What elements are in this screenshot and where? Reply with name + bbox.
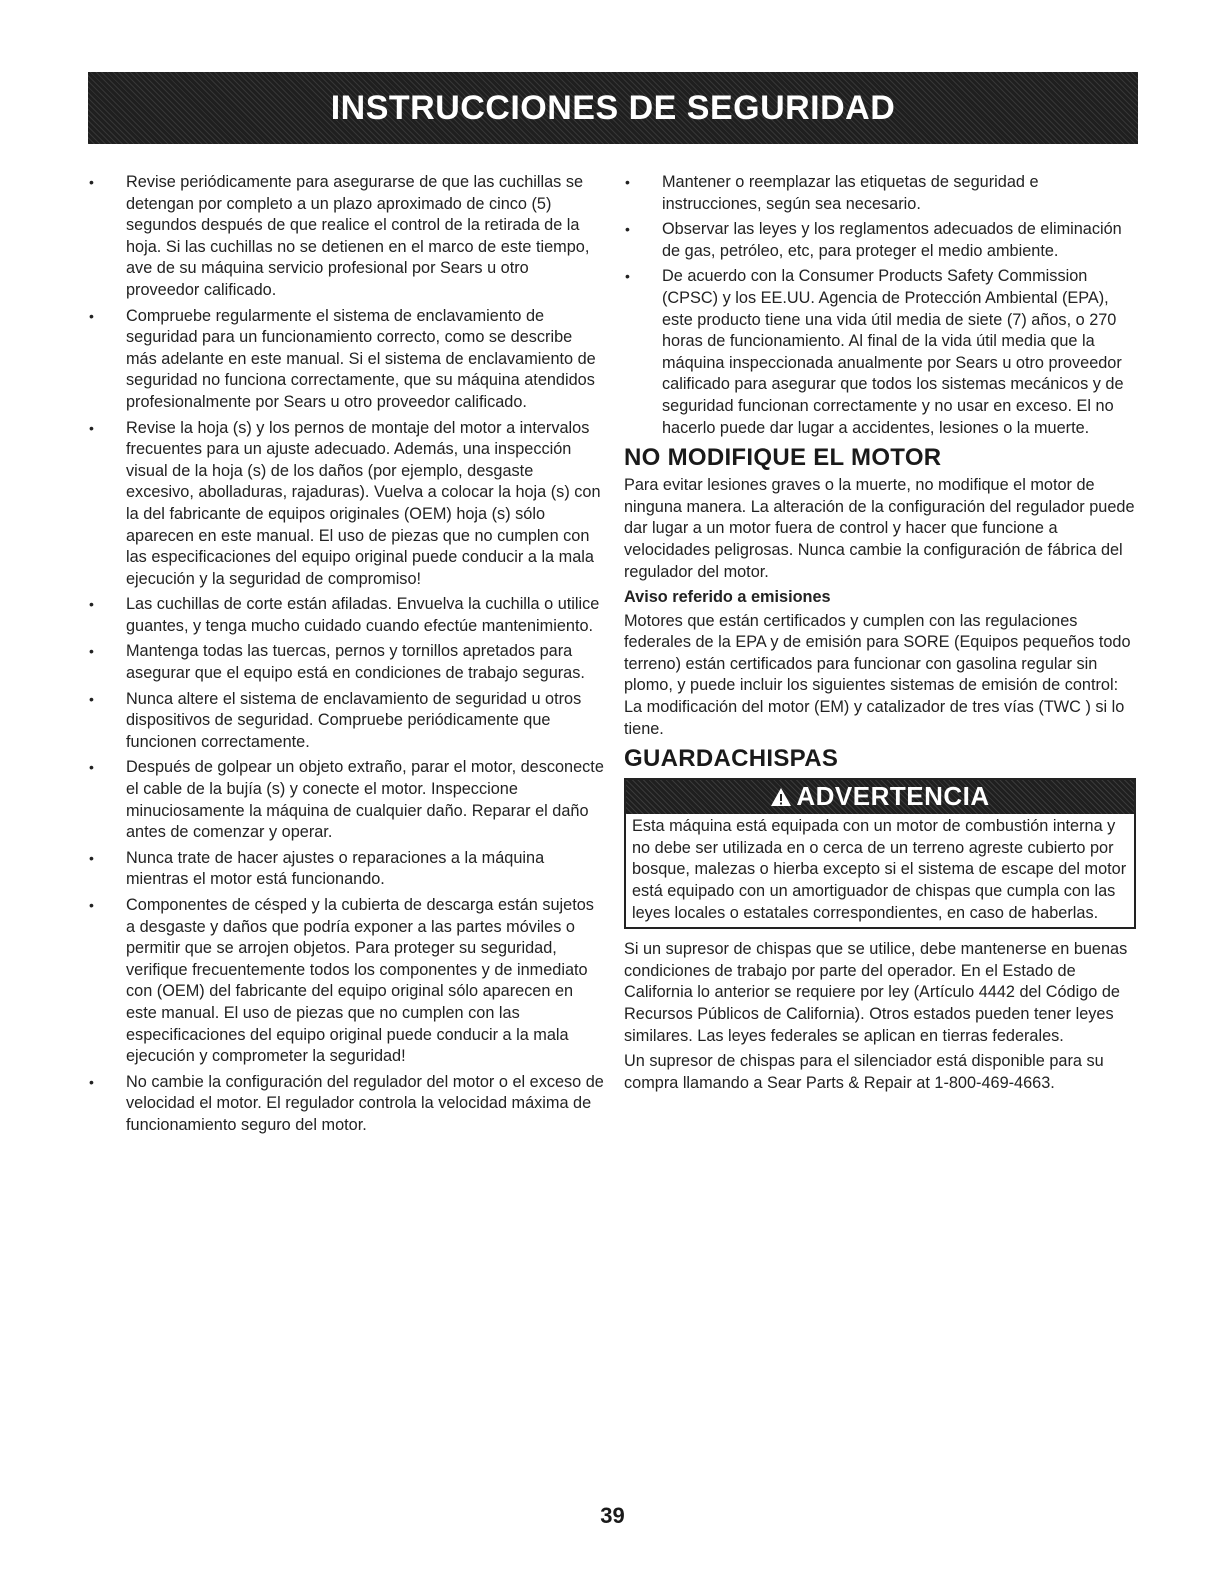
warning-box <box>624 778 1136 929</box>
no-modifique-text: Para evitar lesiones graves o la muerte, no modifique el motor de ninguna manera. La alteración de la configuración del regulador puede dar lugar a un motor fuera de control y hacer que funcione a velocidades peligrosas. Nunca cambie la configuración de fábrica del regulador del motor. <box>624 476 1135 581</box>
list-item <box>624 266 1136 439</box>
bullet-icon: • <box>625 174 630 190</box>
list-item-text: Revise periódicamente para asegurarse de que las cuchillas se detengan por completo a un plazo aproximado de cinco (5) segundos después de que realice el control de la retirada de la hoja. Si las cuchillas no se detienen en el marco de este tiempo, ave de su máquina servicio profesional por Sears u otro proveedor calificado. <box>126 173 590 299</box>
list-item-text: No cambie la configuración del regulador del motor o el exceso de velocidad el motor. El regulador controla la velocidad máxima de funcionamiento seguro del motor. <box>126 1072 604 1134</box>
list-item <box>88 594 604 637</box>
bullet-icon: • <box>89 1073 94 1090</box>
list-item <box>624 172 1136 215</box>
guardachispas-heading: GUARDACHISPAS <box>624 745 839 773</box>
aviso-text: Motores que están certificados y cumplen con las regulaciones federales de la EPA y de emisión para SORE (Equipos pequeños todo terreno) están certificados para funcionar con gasolina regular sin plomo, y puede incluir los siguientes sistemas de emisión de control: La modificación del motor (EM) y catalizador de tres vías (TWC ) si lo tiene. <box>624 611 1131 738</box>
list-item <box>88 418 604 591</box>
list-item-text: Componentes de césped y la cubierta de descarga están sujetos a desgaste y daños que podría exponer a las partes móviles o permitir que se arrojen objetos. Para proteger su seguridad, verifique frecuentemente todos los componentes y de inmediato con (OEM) del fabricante del equipo original sólo aparecen en este manual. El uso de piezas que no cumplen con las especificaciones del equipo original puede conducir a la mala ejecución y comprometer la seguridad! <box>126 896 594 1066</box>
page-number: 39 <box>600 1503 625 1528</box>
bullet-icon: • <box>89 643 94 660</box>
no-modifique-heading: NO MODIFIQUE EL MOTOR <box>624 444 942 472</box>
bullet-icon: • <box>89 596 94 613</box>
list-item <box>88 306 604 414</box>
bullet-icon: • <box>89 690 94 707</box>
list-item-text: Las cuchillas de corte están afiladas. Envuelva la cuchilla o utilice guantes, y tenga mucho cuidado cuando efectúe mantenimiento. <box>126 595 600 635</box>
bullet-icon: • <box>89 174 94 190</box>
right-column <box>624 172 1136 1098</box>
list-item-text: Nunca trate de hacer ajustes o reparaciones a la máquina mientras el motor está funcionando. <box>126 848 545 889</box>
list-item <box>88 689 604 754</box>
warning-title: ADVERTENCIA <box>796 781 990 812</box>
list-item <box>88 848 604 891</box>
bullet-icon: • <box>89 759 94 776</box>
list-item-text: Mantener o reemplazar las etiquetas de seguridad e instrucciones, según sea necesario. <box>662 173 1039 213</box>
list-item <box>624 219 1136 262</box>
warning-text: Esta máquina está equipada con un motor de combustión interna y no debe ser utilizada en o cerca de un terreno agreste cubierto por bosque, malezas o hierba excepto si el sistema de escape del motor está equipado con un amortiguador de chispas que cumpla con las leyes locales o estatales correspondientes, en caso de haberlas. <box>632 817 1127 922</box>
bullet-icon: • <box>89 897 94 913</box>
list-item <box>88 757 604 843</box>
bullet-icon: • <box>89 849 94 866</box>
left-bullet-list <box>88 172 604 1137</box>
page-title: INSTRUCCIONES DE SEGURIDAD <box>330 88 896 127</box>
warning-triangle-icon <box>770 787 792 807</box>
warning-header <box>626 780 1134 814</box>
bullet-icon: • <box>89 307 94 324</box>
section-banner <box>88 72 1138 144</box>
list-item-text: Después de golpear un objeto extraño, parar el motor, desconecte el cable de la bujía (s) y conecte el motor. Inspeccione minuciosamente la máquina de cualquier daño. Reparar el daño antes de comenzar y operar. <box>126 758 604 842</box>
list-item <box>88 641 604 684</box>
bullet-icon: • <box>625 221 630 238</box>
list-item-text: Mantenga todas las tuercas, pernos y tornillos apretados para asegurar que el equipo está en condiciones de trabajo seguras. <box>126 642 585 683</box>
left-column <box>88 172 604 1141</box>
list-item-text: Observar las leyes y los reglamentos adecuados de eliminación de gas, petróleo, etc, para proteger el medio ambiente. <box>662 220 1122 260</box>
guardachispas-paragraph: Si un supresor de chispas que se utilice, debe mantenerse en buenas condiciones de trabajo por parte del operador. En el Estado de California lo anterior se requiere por ley (Artículo 4442 del Código de Recursos Públicos de California). Otros estados pueden tener leyes similares. Las leyes federales se aplican en tierras federales. <box>624 940 1128 1045</box>
list-item-text: De acuerdo con la Consumer Products Safety Commission (CPSC) y los EE.UU. Agencia de Protección Ambiental (EPA), este producto tiene una vida útil media de siete (7) años, o 270 horas de funcionamiento. Al final de la vida útil media que la máquina inspeccionada anualmente por Sears u otro proveedor calificado para asegurar que todos los sistemas mecánicos y de seguridad funcionan correctamente y no usar en exceso. El no hacerlo puede dar lugar a accidentes, lesiones o la muerte. <box>662 267 1124 437</box>
bullet-icon: • <box>625 268 630 285</box>
aviso-heading: Aviso referido a emisiones <box>624 588 831 607</box>
list-item <box>88 1072 604 1137</box>
right-bullet-list <box>624 172 1136 439</box>
list-item-text: Nunca altere el sistema de enclavamiento de seguridad u otros dispositivos de seguridad. Compruebe periódicamente que funcionen correctamente. <box>126 689 582 751</box>
list-item <box>88 172 604 302</box>
list-item-text: Compruebe regularmente el sistema de enclavamiento de seguridad para un funcionamiento correcto, como se describe más adelante en este manual. Si el sistema de enclavamiento de seguridad no funciona correctamente, que su máquina atendidos profesionalmente por Sears u otro proveedor calificado. <box>126 306 596 411</box>
list-item <box>88 895 604 1068</box>
list-item-text: Revise la hoja (s) y los pernos de montaje del motor a intervalos frecuentes para un ajuste adecuado. Además, una inspección visual de la hoja (s) de los daños (por ejemplo, desgaste excesivo, abolladuras, rajaduras). Vuelva a colocar la hoja (s) con la del fabricante de equipos originales (OEM) hoja (s) sólo aparecen en este manual. El uso de piezas que no cumplen con las especificaciones del equipo original puede conducir a la mala ejecución y la seguridad de compromiso! <box>126 418 601 588</box>
bullet-icon: • <box>89 419 94 436</box>
guardachispas-paragraph: Un supresor de chispas para el silenciador está disponible para su compra llamando a Sear Parts & Repair at 1-800-469-4663. <box>624 1052 1104 1092</box>
